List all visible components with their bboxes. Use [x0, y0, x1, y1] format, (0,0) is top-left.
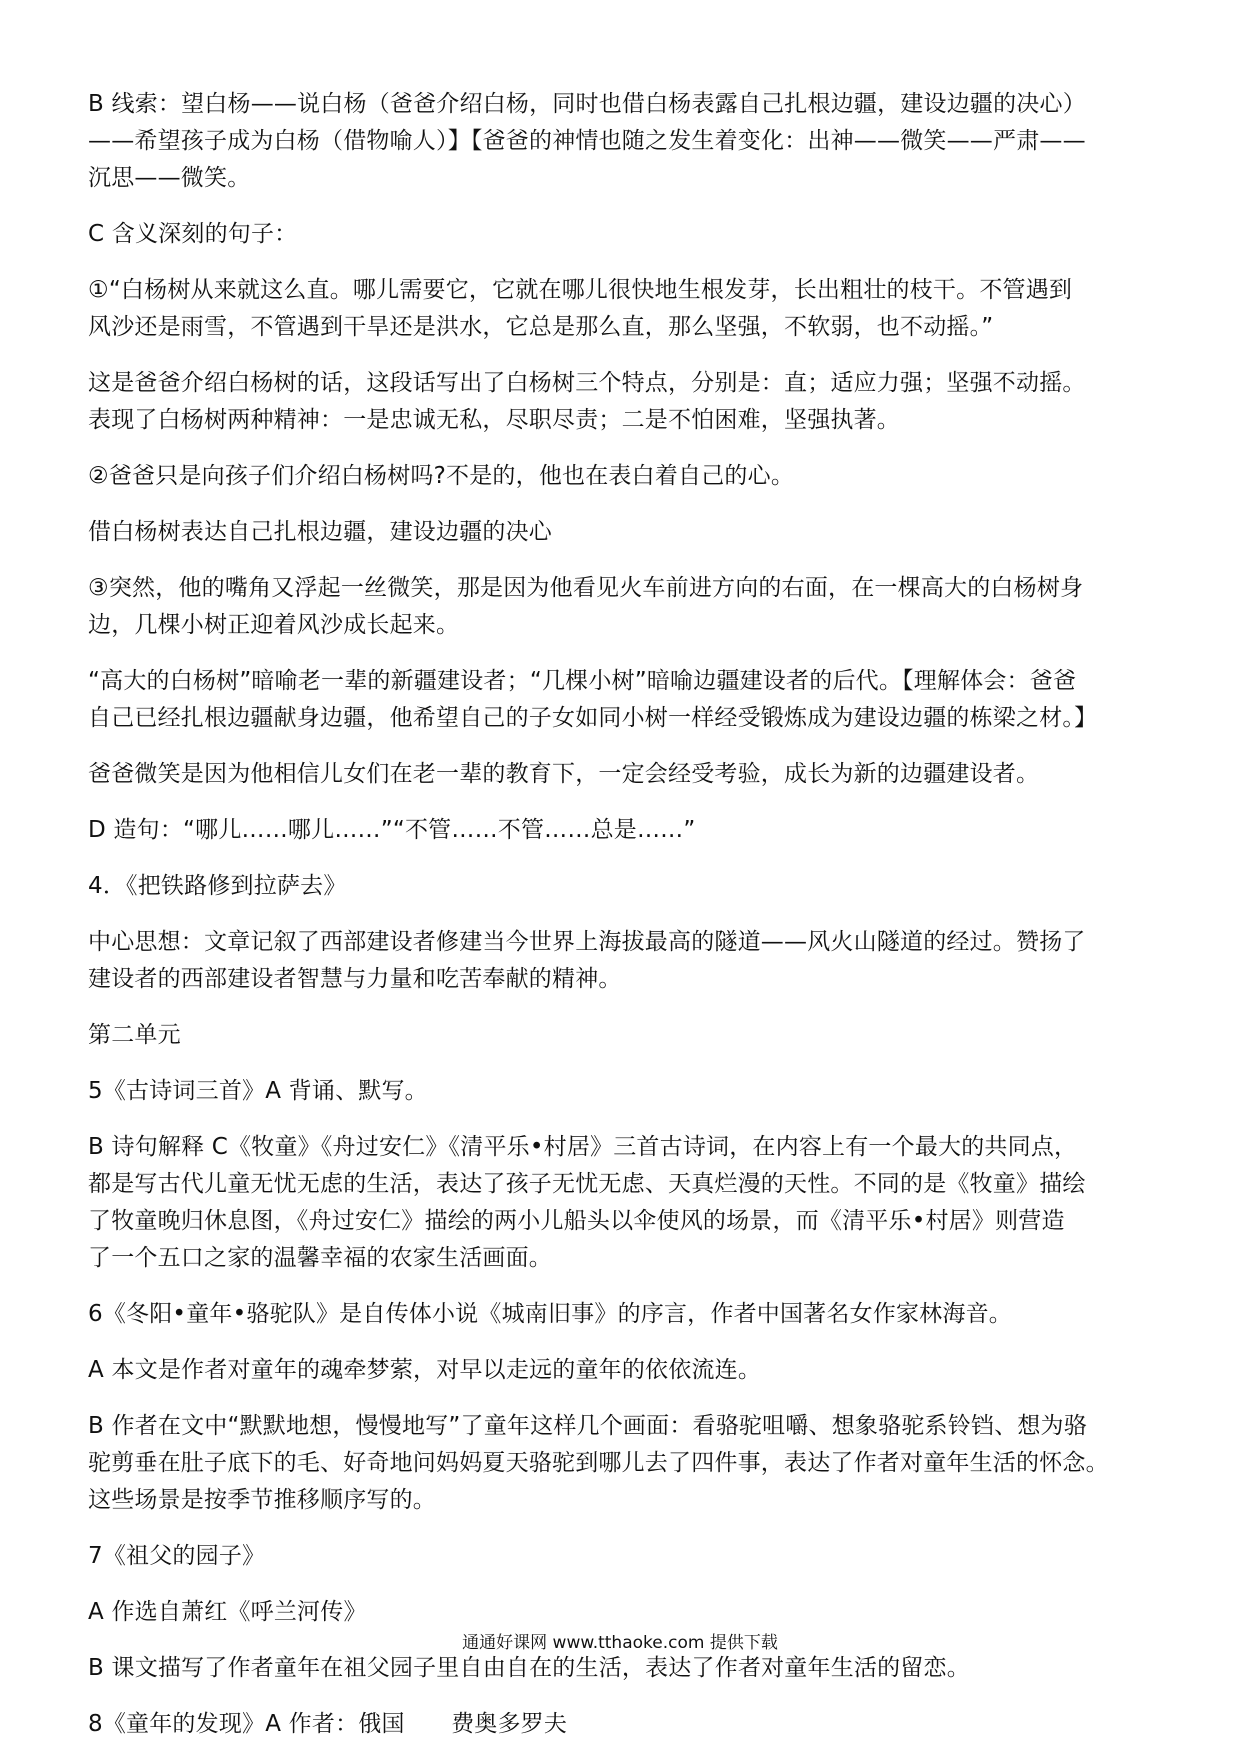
paragraph-lesson-7-title: [88, 1538, 1168, 1575]
text-line: B 课文描写了作者童年在祖父园子里自由自在的生活，表达了作者对童年生活的留恋。: [88, 1655, 970, 1681]
text-line: 驼剪垂在肚子底下的毛、好奇地问妈妈夏天骆驼到哪儿去了四件事，表达了作者对童年生活的怀念。: [88, 1450, 1109, 1476]
paragraph-lesson-5-b: [88, 1129, 1168, 1277]
text-line: ——希望孩子成为白杨（借物喻人）】【爸爸的神情也随之发生着变化：出神——微笑——严肃——: [88, 128, 1086, 154]
paragraph-explain-1: [88, 365, 1168, 439]
footer-credit: 通通好课网 www.tthaoke.com 提供下载: [462, 1633, 778, 1653]
text-line: 爸爸微笑是因为他相信儿女们在老一辈的教育下，一定会经受考验，成长为新的边疆建设者。: [88, 761, 1040, 787]
text-line: 6《冬阳•童年•骆驼队》是自传体小说《城南旧事》的序言，作者中国著名女作家林海音。: [88, 1301, 1012, 1327]
text-line: “高大的白杨树”暗喻老一辈的新疆建设者；“几棵小树”暗喻边疆建设者的后代。【理解体会：爸爸: [88, 668, 1077, 694]
text-line: 都是写古代儿童无忧无虑的生活，表达了孩子无忧无虑、天真烂漫的天性。不同的是《牧童》描绘: [88, 1171, 1086, 1197]
document-body: [88, 86, 1168, 1762]
text-line: 边，几棵小树正迎着风沙成长起来。: [88, 612, 460, 638]
paragraph-lesson-4-title: [88, 868, 1168, 905]
text-line: 8《童年的发现》A 作者：俄国 费奥多罗夫: [88, 1711, 568, 1737]
text-line: 表现了白杨树两种精神：一是忠诚无私，尽职尽责；二是不怕困难，坚强执著。: [88, 407, 900, 433]
text-line: D 造句：“哪儿……哪儿……”“不管……不管……总是……”: [88, 817, 696, 843]
paragraph-explain-3: [88, 663, 1168, 737]
paragraph-lesson-7-a: [88, 1594, 1168, 1631]
paragraph-clue-b: [88, 86, 1168, 197]
text-line: A 作选自萧红《呼兰河传》: [88, 1599, 367, 1625]
text-line: ②爸爸只是向孩子们介绍白杨树吗?不是的，他也在表白着自己的心。: [88, 463, 795, 489]
text-line: 中心思想：文章记叙了西部建设者修建当今世界上海拔最高的隧道——风火山隧道的经过。赞扬了: [88, 929, 1086, 955]
text-line: ③突然，他的嘴角又浮起一丝微笑，那是因为他看见火车前进方向的右面，在一棵高大的白杨树身: [88, 575, 1084, 601]
paragraph-d-sentence: [88, 812, 1168, 849]
paragraph-lesson-6-b: [88, 1408, 1168, 1519]
paragraph-lesson-6-title: [88, 1296, 1168, 1333]
paragraph-unit-2: [88, 1017, 1168, 1054]
text-line: B 线索：望白杨——说白杨（爸爸介绍白杨，同时也借白杨表露自己扎根边疆，建设边疆的决心）: [88, 91, 1086, 117]
text-line: 自己已经扎根边疆献身边疆，他希望自己的子女如同小树一样经受锻炼成为建设边疆的栋梁之材。】: [88, 705, 1098, 731]
paragraph-lesson-5-title: [88, 1073, 1168, 1110]
text-line: 风沙还是雨雪，不管遇到干旱还是洪水，它总是那么直，那么坚强，不软弱，也不动摇。”: [88, 314, 994, 340]
text-line: 7《祖父的园子》: [88, 1543, 266, 1569]
text-line: 借白杨树表达自己扎根边疆，建设边疆的决心: [88, 519, 552, 545]
text-line: 这些场景是按季节推移顺序写的。: [88, 1487, 436, 1513]
text-line: 5《古诗词三首》A 背诵、默写。: [88, 1078, 428, 1104]
text-line: C 含义深刻的句子：: [88, 221, 298, 247]
paragraph-explain-2: [88, 514, 1168, 551]
paragraph-lesson-8-title: [88, 1706, 1168, 1743]
paragraph-lesson-4-theme: [88, 924, 1168, 998]
paragraph-quote-1: [88, 272, 1168, 346]
paragraph-quote-2: [88, 458, 1168, 495]
text-line: 建设者的西部建设者智慧与力量和吃苦奉献的精神。: [88, 966, 622, 992]
paragraph-lesson-7-b: [88, 1650, 1168, 1687]
text-line: 了一个五口之家的温馨幸福的农家生活画面。: [88, 1245, 552, 1271]
text-line: 这是爸爸介绍白杨树的话，这段话写出了白杨树三个特点，分别是：直；适应力强；坚强不动摇。: [88, 370, 1086, 396]
text-line: 第二单元: [88, 1022, 181, 1048]
text-line: ①“白杨树从来就这么直。哪儿需要它，它就在哪儿很快地生根发芽，长出粗壮的枝干。不管遇到: [88, 277, 1073, 303]
text-line: 4．《把铁路修到拉萨去》: [88, 873, 347, 899]
text-line: 了牧童晚归休息图，《舟过安仁》描绘的两小儿船头以伞使风的场景，而《清平乐•村居》则营造: [88, 1208, 1065, 1234]
paragraph-lesson-6-a: [88, 1352, 1168, 1389]
text-line: B 诗句解释 C《牧童》《舟过安仁》《清平乐•村居》三首古诗词，在内容上有一个最大的共同点，: [88, 1134, 1078, 1160]
paragraph-c-heading: [88, 216, 1168, 253]
text-line: B 作者在文中“默默地想，慢慢地写”了童年这样几个画面：看骆驼咀嚼、想象骆驼系铃铛、想为骆: [88, 1413, 1087, 1439]
text-line: A 本文是作者对童年的魂牵梦萦，对早以走远的童年的依依流连。: [88, 1357, 762, 1383]
paragraph-quote-3: [88, 570, 1168, 644]
paragraph-explain-4: [88, 756, 1168, 793]
text-line: 沉思——微笑。: [88, 165, 251, 191]
